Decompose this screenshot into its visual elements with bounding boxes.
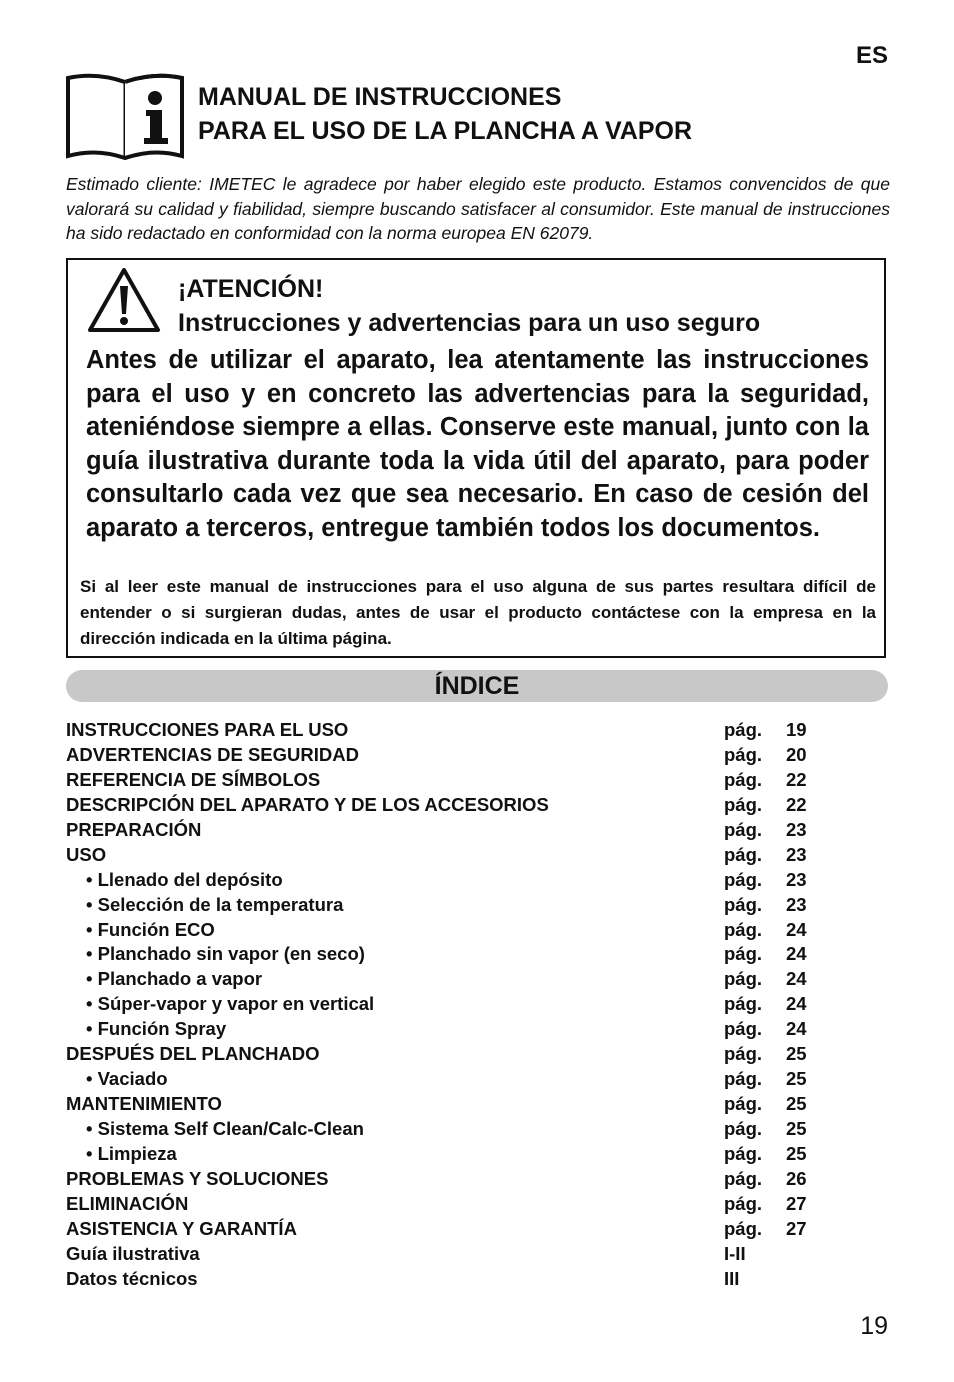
toc-row	[66, 942, 826, 967]
toc-page-number: 24	[786, 993, 807, 1015]
toc-pag: pág.	[724, 1142, 763, 1164]
toc-page-number: 25	[786, 1142, 807, 1164]
toc-page-number: 27	[786, 1217, 807, 1239]
toc-row	[66, 843, 826, 868]
toc-row	[66, 1142, 826, 1167]
toc-row	[66, 1267, 826, 1292]
toc-label: • Vaciado	[86, 1068, 168, 1090]
toc-row	[66, 893, 826, 918]
toc-row	[66, 1017, 826, 1042]
warning-title	[178, 272, 760, 340]
toc-label: • Función Spray	[86, 1018, 227, 1040]
toc-label: • Súper-vapor y vapor en vertical	[86, 993, 375, 1015]
toc-row	[66, 818, 826, 843]
toc-row	[66, 743, 826, 768]
toc-row	[66, 1067, 826, 1092]
page-number: 19	[860, 1312, 888, 1340]
toc-label: DESCRIPCIÓN DEL APARATO Y DE LOS ACCESORIOS	[66, 793, 549, 815]
toc-pag: pág.	[724, 1167, 763, 1189]
toc-page-number: 24	[786, 918, 807, 940]
toc-page-number: 23	[786, 868, 807, 890]
toc-pag: III	[724, 1267, 740, 1289]
toc-pag: pág.	[724, 1192, 763, 1214]
toc-row	[66, 768, 826, 793]
toc-pag: pág.	[724, 1217, 763, 1239]
toc-pag: pág.	[724, 968, 763, 990]
toc-label: PROBLEMAS Y SOLUCIONES	[66, 1167, 329, 1189]
toc-pag: pág.	[724, 1118, 763, 1139]
toc-page-number: 24	[786, 968, 807, 990]
toc-page-number: 24	[786, 943, 807, 965]
table-of-contents	[66, 718, 826, 1292]
toc-label: REFERENCIA DE SÍMBOLOS	[66, 768, 321, 790]
manual-title-line1: MANUAL DE INSTRUCCIONES	[198, 83, 562, 111]
toc-label: • Planchado a vapor	[86, 968, 263, 990]
toc-row	[66, 1192, 826, 1217]
toc-row	[66, 967, 826, 992]
toc-label: MANTENIMIENTO	[66, 1093, 222, 1115]
toc-page-number: 23	[786, 893, 807, 915]
toc-row	[66, 1167, 826, 1192]
toc-pag: pág.	[724, 893, 763, 915]
toc-pag: pág.	[724, 818, 763, 840]
toc-page-number: 22	[786, 768, 807, 790]
toc-pag: pág.	[724, 843, 763, 865]
toc-page-number: 23	[786, 818, 807, 840]
toc-pag: pág.	[724, 1093, 763, 1115]
toc-row	[66, 992, 826, 1017]
warning-triangle-icon	[86, 266, 162, 334]
toc-pag: I-II	[724, 1242, 746, 1264]
toc-row	[66, 718, 826, 743]
toc-label: ADVERTENCIAS DE SEGURIDAD	[66, 743, 359, 765]
toc-label: Datos técnicos	[66, 1267, 198, 1289]
toc-page-number: 25	[786, 1118, 807, 1139]
toc-row	[66, 793, 826, 818]
toc-page-number: 20	[786, 743, 807, 765]
toc-label: • Sistema Self Clean/Calc-Clean	[86, 1118, 364, 1139]
toc-page-number: 25	[786, 1093, 807, 1115]
toc-pag: pág.	[724, 943, 763, 965]
toc-label: • Llenado del depósito	[86, 868, 283, 890]
toc-label: • Selección de la temperatura	[86, 893, 344, 915]
toc-label: DESPUÉS DEL PLANCHADO	[66, 1043, 320, 1065]
toc-page-number: 23	[786, 843, 807, 865]
warning-title-line1: ¡ATENCIÓN!	[178, 275, 324, 303]
toc-page-number: 24	[786, 1018, 807, 1040]
warning-title-line2: Instrucciones y advertencias para un uso seguro	[178, 309, 761, 337]
toc-label: • Planchado sin vapor (en seco)	[86, 943, 365, 965]
toc-page-number: 19	[786, 719, 807, 740]
toc-page-number: 25	[786, 1043, 807, 1065]
toc-row	[66, 868, 826, 893]
manual-title	[198, 80, 692, 148]
toc-label: Guía ilustrativa	[66, 1242, 200, 1264]
toc-pag: pág.	[724, 993, 763, 1015]
toc-label: ASISTENCIA Y GARANTÍA	[66, 1217, 297, 1239]
toc-pag: pág.	[724, 1018, 763, 1040]
toc-pag: pág.	[724, 719, 763, 740]
toc-row	[66, 1117, 826, 1142]
toc-page-number: 26	[786, 1167, 807, 1189]
toc-pag: pág.	[724, 918, 763, 940]
toc-row	[66, 1217, 826, 1242]
warning-box	[66, 258, 886, 658]
toc-pag: pág.	[724, 743, 763, 765]
toc-label: ELIMINACIÓN	[66, 1192, 189, 1214]
toc-page-number: 27	[786, 1192, 807, 1214]
warning-text: Antes de utilizar el aparato, lea atentamente las instrucciones para el uso y en concreto las advertencias para la seguridad, ateniéndose siempre a ellas. Conserve este manual, junto con la guía ilustrativa durante toda la vida útil del aparato, para poder consultarlo cada vez que sea necesario. En caso de cesión del aparato a terceros, entregue también todos los documentos.	[86, 346, 869, 542]
toc-pag: pág.	[724, 768, 763, 790]
toc-pag: pág.	[724, 868, 763, 890]
toc-label: USO	[66, 843, 107, 865]
toc-page-number: 22	[786, 793, 807, 815]
toc-row	[66, 1042, 826, 1067]
language-code: ES	[855, 42, 888, 69]
toc-row	[66, 1242, 826, 1267]
index-heading: ÍNDICE	[66, 670, 888, 702]
intro-paragraph: Estimado cliente: IMETEC le agradece por haber elegido este producto. Estamos convencidos de que valorará su calidad y fiabilidad, siempre buscando satisfacer al consumidor. Este manual de instrucciones ha sido redactado en conformidad con la norma europea EN 62079.	[66, 174, 890, 243]
manual-title-line2: PARA EL USO DE LA PLANCHA A VAPOR	[198, 117, 693, 145]
toc-label: INSTRUCCIONES PARA EL USO	[66, 719, 349, 740]
toc-pag: pág.	[724, 793, 763, 815]
toc-label: • Función ECO	[86, 918, 215, 940]
toc-label: PREPARACIÓN	[66, 818, 202, 840]
toc-page-number: 25	[786, 1068, 807, 1090]
warning-note: Si al leer este manual de instrucciones para el uso alguna de sus partes resultara difícil de entender o si surgieran dudas, antes de usar el producto contáctese con la empresa en la dirección indicada en la última página.	[80, 577, 876, 648]
toc-pag: pág.	[724, 1068, 763, 1090]
toc-row	[66, 1092, 826, 1117]
toc-row	[66, 918, 826, 943]
toc-pag: pág.	[724, 1043, 763, 1065]
toc-label: • Limpieza	[86, 1142, 177, 1164]
info-book-icon	[64, 72, 186, 160]
